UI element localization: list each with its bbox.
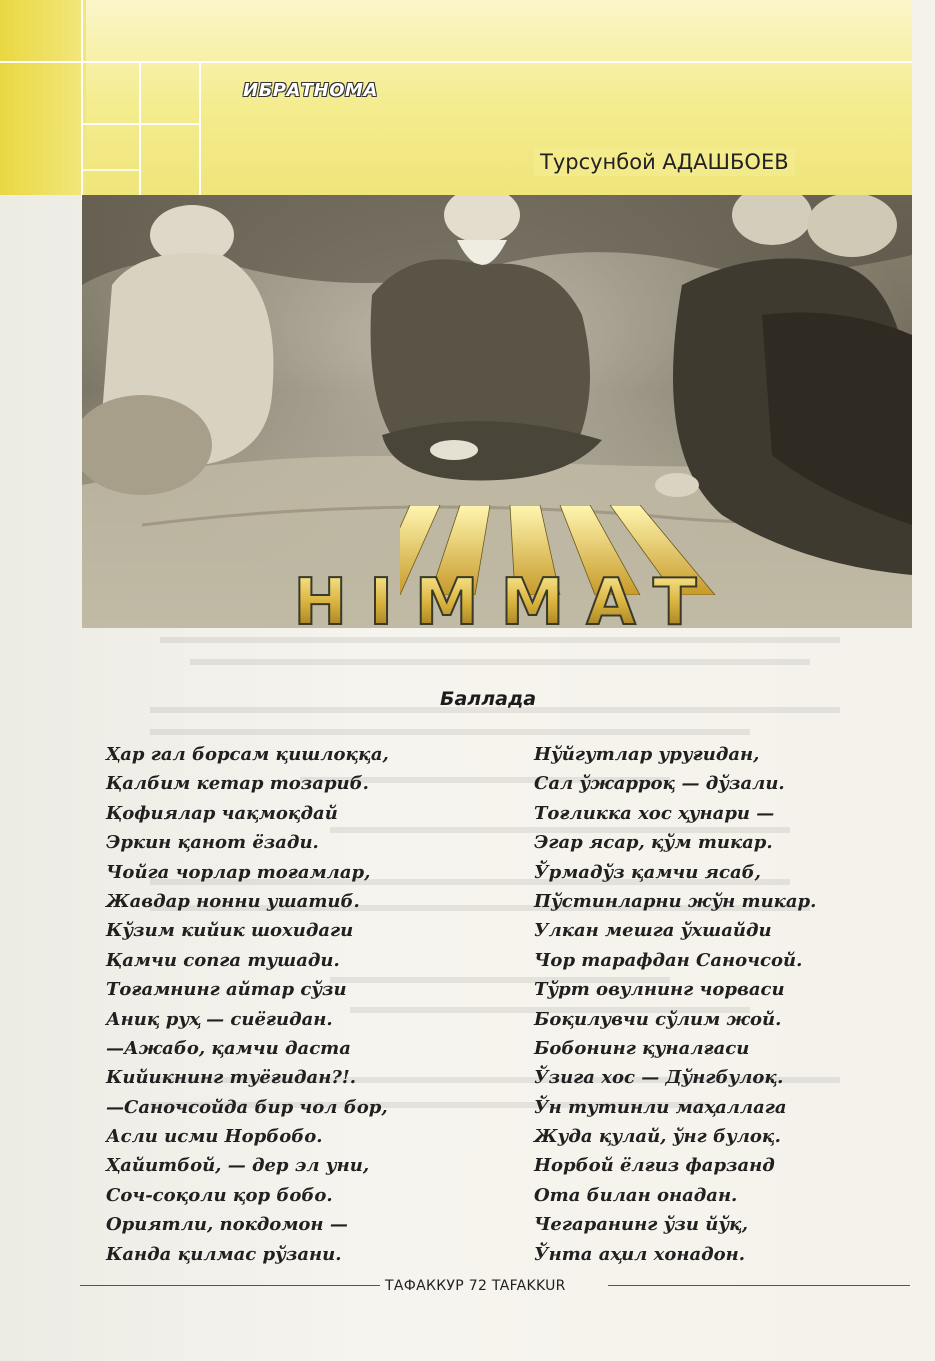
poem-column-right: [534, 740, 816, 1269]
poem-line: Ўн тутинли маҳаллага: [534, 1096, 787, 1118]
page-footer-text: ТАФАККУР 72 TAFAKKUR: [385, 1278, 566, 1294]
poem-line: Кийикнинг туёғидан?!.: [106, 1067, 357, 1089]
poem-line: Ҳар гал борсам қишлоққа,: [106, 744, 389, 765]
poem-line: Ўнта аҳил хонадон.: [534, 1243, 746, 1265]
poem-line: Сал ўжарроқ — дўзали.: [534, 773, 785, 795]
footer-rule-right: [608, 1285, 910, 1286]
poem-line: Эгар ясар, қўм тикар.: [534, 832, 773, 854]
poem-line: Чегаранинг ўзи йўқ,: [534, 1214, 749, 1236]
poem-column-left: [106, 740, 389, 1269]
poem-line: Ориятли, покдомон —: [106, 1214, 348, 1236]
poem-line: —Ажабо, қамчи даста: [106, 1037, 351, 1059]
poem-line: Канда қилмас рўзани.: [106, 1243, 342, 1265]
subtitle: Баллада: [440, 688, 537, 710]
poem-line: Эркин қанот ёзади.: [106, 832, 319, 854]
poem-line: Қофиялар чақмоқдай: [106, 802, 338, 824]
poem-line: Соч-соқоли қор бобо.: [106, 1184, 333, 1206]
poem-line: Ҳайитбой, — дер эл уни,: [106, 1155, 370, 1177]
poem-line: Пўстинларни жўн тикар.: [534, 890, 817, 912]
poem-line: Асли исми Норбобо.: [106, 1126, 323, 1148]
poem-line: Улкан мешга ўхшайди: [534, 920, 772, 942]
poem-line: Қалбим кетар тозариб.: [106, 773, 369, 795]
poem-line: Ўрмадўз қамчи ясаб,: [534, 861, 761, 883]
poem-line: Норбой ёлғиз фарзанд: [534, 1155, 775, 1177]
poem-line: Аниқ руҳ — сиёғидан.: [106, 1008, 333, 1030]
poem-line: Ўзига хос — Дўнгбулоқ.: [534, 1067, 784, 1089]
poem-line: Жуда қулай, ўнг булоқ.: [534, 1126, 781, 1148]
poem-line: Тўрт овулнинг чорваси: [534, 979, 785, 1001]
poem-line: Кўзим кийик шохидаги: [106, 920, 354, 942]
poem-line: —Саночсойда бир чол бор,: [106, 1096, 388, 1118]
poem-line: Чойга чорлар тоғамлар,: [106, 861, 371, 883]
title-word-text: HIMMAT: [293, 566, 719, 640]
poem-line: Бобонинг қуналғаси: [534, 1037, 750, 1059]
author-name: Турсунбой АДАШБОЕВ: [534, 148, 795, 176]
poem-line: Нўйгутлар уруғидан,: [534, 744, 760, 765]
poem-line: Тоғликка хос ҳунари —: [534, 802, 775, 824]
poem-line: Тоғамнинг айтар сўзи: [106, 979, 347, 1001]
poem-line: Чор тарафдан Саночсой.: [534, 949, 803, 971]
header-grid-decoration: [0, 0, 935, 200]
poem-line: Ота билан онадан.: [534, 1184, 738, 1206]
section-label: ИБРАТНОМА: [243, 80, 378, 101]
poem-line: Жавдар нонни ушатиб.: [106, 890, 360, 912]
poem-line: Қамчи сопга тушади.: [106, 949, 340, 971]
poem-line: Боқилувчи сўлим жой.: [534, 1008, 782, 1030]
title-word: [286, 560, 726, 640]
footer-rule-left: [80, 1285, 380, 1286]
